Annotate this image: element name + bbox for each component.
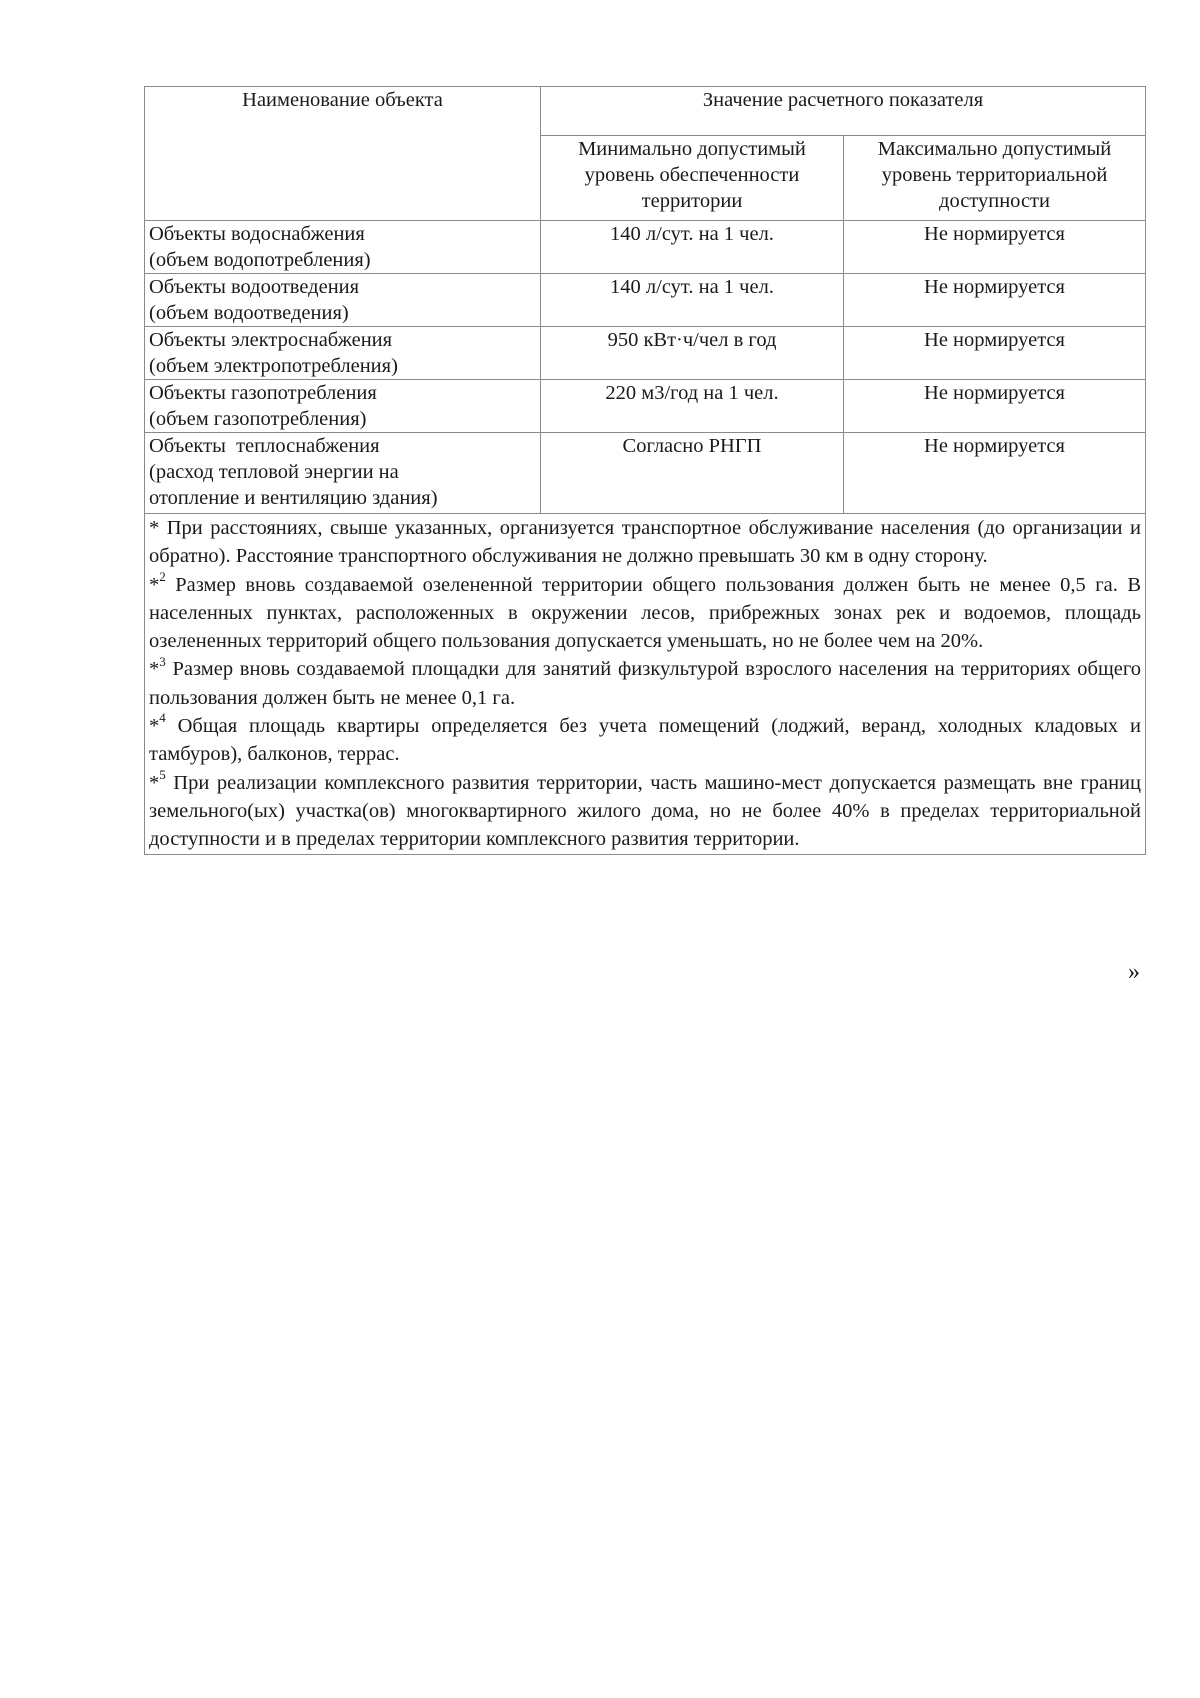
footnote-number: 2 — [159, 568, 166, 584]
table-row — [145, 221, 1146, 274]
object-name-line: (объем газопотребления) — [149, 408, 367, 430]
max-value-cell: Не нормируется — [844, 221, 1146, 274]
object-name-cell — [145, 380, 541, 433]
footnote — [149, 766, 1141, 854]
table-row — [145, 380, 1146, 433]
footnote-text: При реализации комплексного развития территории, часть машино-мест допускается размещать вне границ земельного(ых) участка(ов) многоквартирного жилого дома, но не более 40% в пределах территориальной доступности и в пределах территории комплексного развития территории. — [149, 771, 1141, 851]
object-name-line: (объем водоотведения) — [149, 302, 349, 324]
footnotes-cell — [145, 514, 1146, 855]
object-name-line: Объекты электроснабжения — [149, 329, 393, 351]
footnote-text: Размер вновь создаваемой озелененной территории общего пользования должен быть не менее 0,5 га. В населенных пунктах, расположенных в окружении лесов, прибрежных зонах рек и водоемов, площадь озелененных территорий общего пользования допускается уменьшать, но не более чем на 20%. — [149, 573, 1141, 653]
page-content — [144, 86, 1145, 855]
footnote-mark: * — [149, 517, 160, 539]
object-name-cell — [145, 221, 541, 274]
footnote — [149, 655, 1141, 712]
closing-quote: » — [1128, 959, 1140, 985]
footnote-mark: * — [149, 771, 160, 794]
min-value-cell: 950 кВт·ч/чел в год — [541, 327, 844, 380]
max-value-cell: Не нормируется — [844, 274, 1146, 327]
footnote-number: 5 — [159, 766, 166, 782]
footnote-number: 4 — [159, 710, 166, 726]
footnote — [149, 712, 1141, 769]
header-object-name: Наименование объекта — [145, 87, 541, 221]
table-row — [145, 327, 1146, 380]
footnote-text: Размер вновь создаваемой площадки для занятий физкультурой взрослого населения на территориях общего пользования должен быть не менее 0,1 га. — [149, 658, 1141, 709]
object-name-cell — [145, 274, 541, 327]
max-value-cell: Не нормируется — [844, 327, 1146, 380]
table-header-row — [145, 87, 1146, 136]
min-value-cell: Согласно РНГП — [541, 433, 844, 514]
object-name-line: (расход тепловой энергии на — [149, 461, 399, 483]
max-value-cell: Не нормируется — [844, 433, 1146, 514]
object-name-cell — [145, 327, 541, 380]
min-value-cell: 140 л/сут. на 1 чел. — [541, 221, 844, 274]
footnote — [149, 568, 1141, 656]
table-row — [145, 274, 1146, 327]
footnote-text: Общая площадь квартиры определяется без учета помещений (лоджий, веранд, холодных кладовых и тамбуров), балконов, террас. — [149, 715, 1141, 766]
footnote-number: 3 — [159, 653, 166, 669]
table-row — [145, 433, 1146, 514]
header-indicator-value: Значение расчетного показателя — [541, 87, 1146, 136]
object-name-line: (объем электропотребления) — [149, 355, 398, 377]
footnote-mark: * — [149, 658, 160, 681]
object-name-line: Объекты водоснабжения — [149, 223, 365, 245]
header-min-level: Минимально допустимый уровень обеспеченности территории — [541, 136, 844, 221]
footnote — [149, 514, 1141, 571]
notes-row — [145, 514, 1146, 855]
object-name-cell — [145, 433, 541, 514]
norms-table — [144, 86, 1146, 855]
max-value-cell: Не нормируется — [844, 380, 1146, 433]
footnote-mark: * — [149, 573, 160, 596]
footnote-mark: * — [149, 715, 160, 738]
footnote-text: При расстояниях, свыше указанных, организуется транспортное обслуживание населения (до организации и обратно). Расстояние транспортного обслуживания не должно превышать 30 км в одну сторону. — [149, 517, 1141, 568]
header-max-level: Максимально допустимый уровень территориальной доступности — [844, 136, 1146, 221]
object-name-line: Объекты теплоснабжения — [149, 435, 380, 457]
min-value-cell: 220 м3/год на 1 чел. — [541, 380, 844, 433]
min-value-cell: 140 л/сут. на 1 чел. — [541, 274, 844, 327]
object-name-line: (объем водопотребления) — [149, 249, 371, 271]
object-name-line: Объекты водоотведения — [149, 276, 360, 298]
object-name-line: Объекты газопотребления — [149, 382, 377, 404]
object-name-line: отопление и вентиляцию здания) — [149, 487, 438, 509]
